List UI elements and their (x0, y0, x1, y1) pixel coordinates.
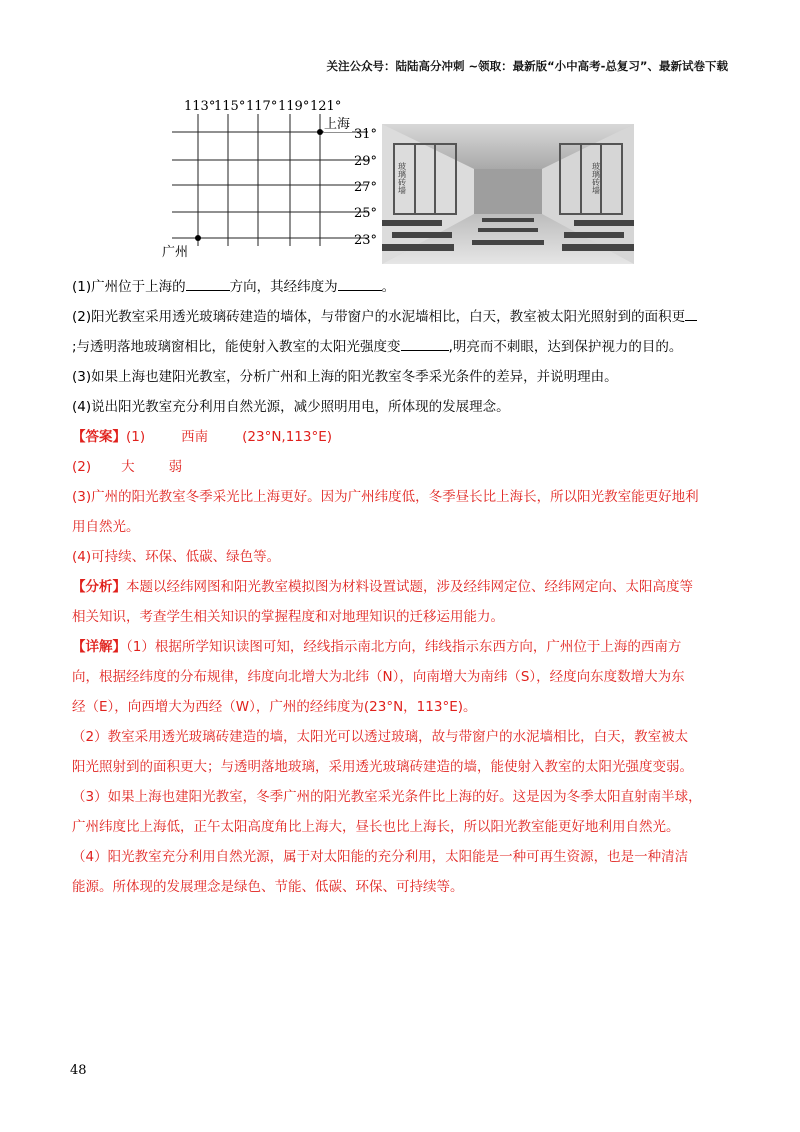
answer-blank (401, 336, 449, 351)
q1-text: 方向，其经纬度为 (229, 279, 338, 295)
detail-line: 经（E），向西增大为西经（W），广州的经纬度为(23°N，113°E)。 (72, 699, 477, 715)
detail-line (72, 632, 732, 662)
detail-line: （4）阳光教室充分利用自然光源，属于对太阳能的充分利用，太阳能是一种可再生资源，也是一种清洁 (72, 849, 689, 865)
analysis-text: 本题以经纬网图和阳光教室模拟图为材料设置试题，涉及经纬网定位、经纬网定向、太阳高度等 (126, 579, 693, 595)
q1-text: 。 (381, 279, 396, 295)
answer-3-line: 用自然光。 (72, 519, 140, 535)
classroom-photo (382, 124, 634, 264)
detail-line: 广州纬度比上海低，正午太阳高度角比上海大，昼长也比上海长，所以阳光教室能更好地利用自然光。 (72, 819, 680, 835)
question-2 (72, 302, 732, 332)
lat-label: 27° (354, 180, 378, 195)
answer-3-line: (3)广州的阳光教室冬季采光比上海更好。因为广州纬度低，冬季昼长比上海长，所以阳光教室能更好地利 (72, 489, 699, 505)
answer-num: (2) (72, 459, 92, 475)
answer-num: (1) (126, 429, 146, 445)
lat-label: 23° (354, 233, 378, 248)
analysis-line: 相关知识，考查学生相关知识的掌握程度和对地理知识的迁移运用能力。 (72, 609, 504, 625)
lat-lon-grid-map (150, 96, 390, 266)
left-wall-label: 玻璃砖墙 (397, 162, 407, 194)
lon-label: 113° (184, 99, 216, 114)
answer-blank (338, 276, 382, 291)
q1-text: (1)广州位于上海的 (72, 279, 186, 295)
question-4: (4)说出阳光教室充分利用自然光源，减少照明用电，所体现的发展理念。 (72, 399, 510, 415)
answer-value: 大 (121, 459, 135, 475)
q2-text: ,明亮而不刺眼，达到保护视力的目的。 (448, 339, 683, 355)
answer-4: (4)可持续、环保、低碳、绿色等。 (72, 549, 281, 565)
question-3: (3)如果上海也建阳光教室，分析广州和上海的阳光教室冬季采光条件的差异，并说明理由。 (72, 369, 618, 385)
analysis-line (72, 572, 732, 602)
lon-label: 115° (214, 99, 246, 114)
figure (150, 96, 640, 266)
content (72, 272, 732, 902)
answer-coord: (23°N,113°E) (242, 429, 333, 445)
detail-text: （1）根据所学知识读图可知，经线指示南北方向，纬线指示东西方向，广州位于上海的西南方 (126, 639, 682, 655)
lat-label: 29° (354, 154, 378, 169)
lat-label: 31° (354, 127, 378, 142)
answer-line-2 (72, 452, 732, 482)
lon-label: 121° (310, 99, 342, 114)
page-number: 48 (70, 1063, 87, 1078)
analysis-label: 【分析】 (72, 579, 126, 595)
answer-blank (685, 306, 697, 321)
detail-line: 能源。所体现的发展理念是绿色、节能、低碳、环保、可持续等。 (72, 879, 464, 895)
detail-line: （3）如果上海也建阳光教室，冬季广州的阳光教室采光条件比上海的好。这是因为冬季太阳直射南半球， (72, 789, 702, 805)
answer-label: 【答案】 (72, 429, 126, 445)
shanghai-dot (317, 129, 323, 135)
answer-line-1 (72, 422, 732, 452)
detail-line: 阳光照射到的面积更大；与透明落地玻璃，采用透光玻璃砖建造的墙，能使射入教室的太阳光强度变弱。 (72, 759, 693, 775)
detail-line: （2）教室采用透光玻璃砖建造的墙，太阳光可以透过玻璃，故与带窗户的水泥墙相比，白天，教室被太 (72, 729, 689, 745)
answer-value: 弱 (168, 459, 183, 475)
question-2-cont (72, 332, 732, 362)
answer-direction: 西南 (181, 429, 209, 445)
lat-label: 25° (354, 206, 378, 221)
lon-label: 119° (278, 99, 310, 114)
lon-label: 117° (246, 99, 278, 114)
city-shanghai: 上海 (324, 117, 351, 132)
city-guangzhou: 广州 (162, 245, 189, 260)
answer-blank (186, 276, 230, 291)
question-1 (72, 272, 732, 302)
page-header: 关注公众号：陆陆高分冲刺 ~领取：最新版“小中高考-总复习”、最新试卷下载 (326, 59, 728, 73)
guangzhou-dot (195, 235, 201, 241)
q2-text: (2)阳光教室采用透光玻璃砖建造的墙体，与带窗户的水泥墙相比，白天，教室被太阳光照射到的面积更 (72, 309, 686, 325)
detail-label: 【详解】 (72, 639, 126, 655)
detail-line: 向，根据经纬度的分布规律，纬度向北增大为北纬（N），向南增大为南纬（S），经度向东度数增大为东 (72, 669, 685, 685)
right-wall-label: 玻璃砖墙 (591, 162, 601, 194)
q2-text: ;与透明落地玻璃窗相比，能使射入教室的太阳光强度变 (72, 339, 401, 355)
